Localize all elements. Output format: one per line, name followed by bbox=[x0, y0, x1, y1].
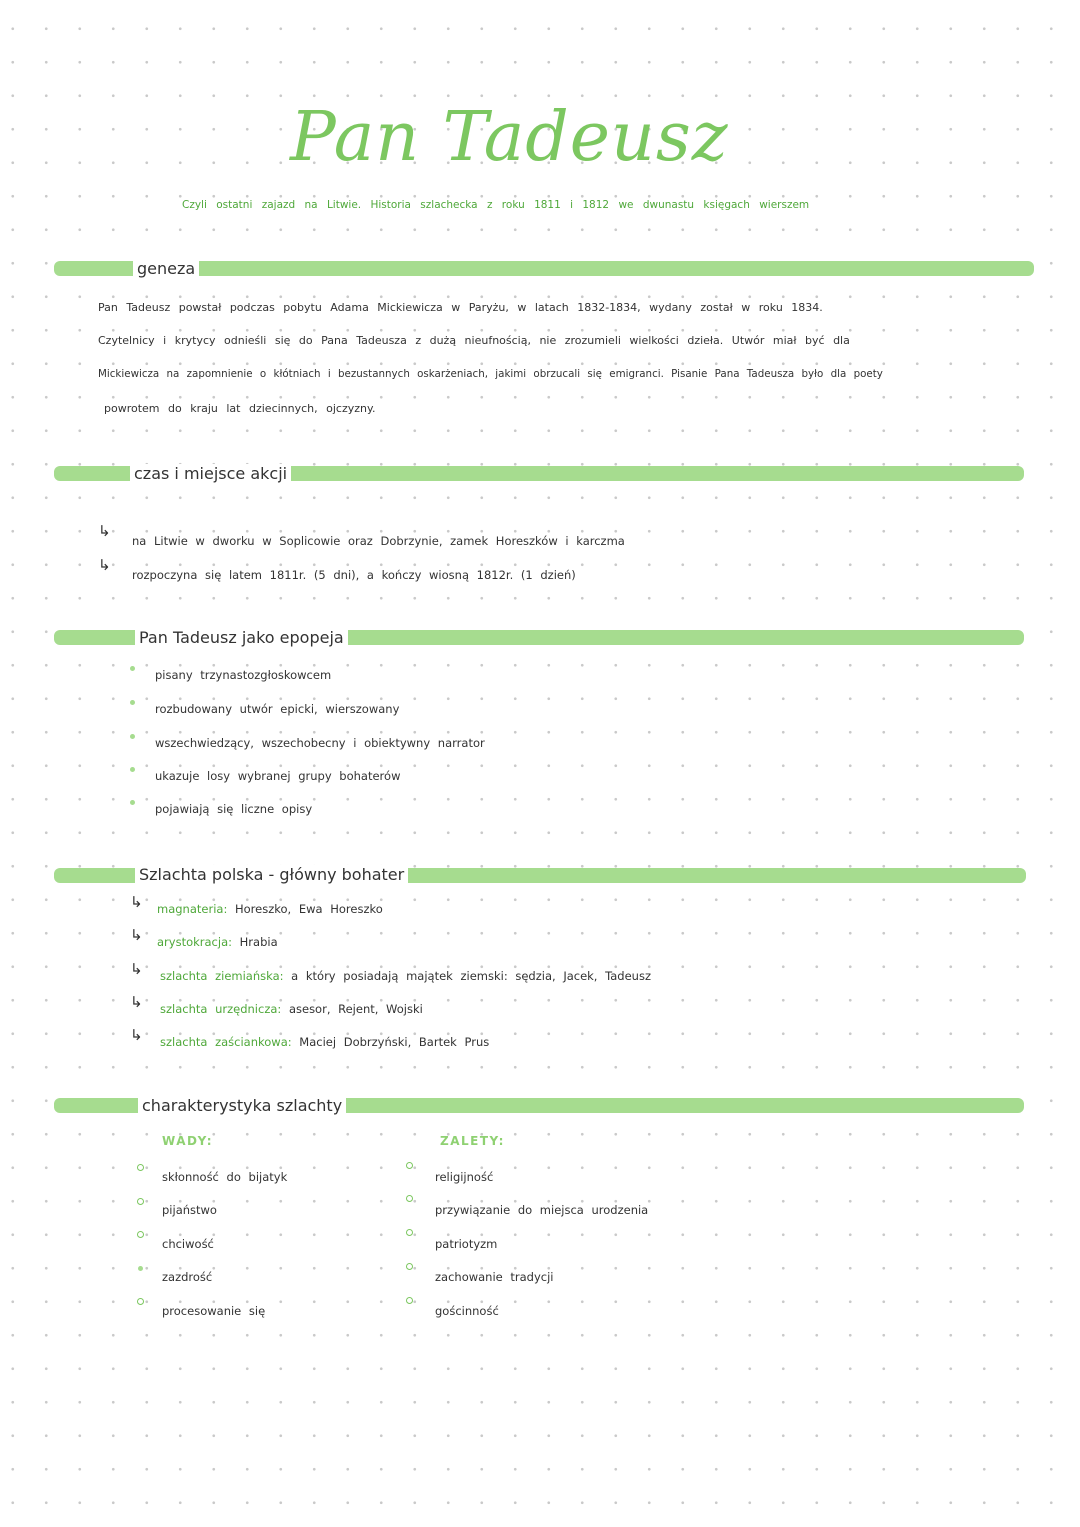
bullet-icon bbox=[137, 1231, 144, 1238]
wada-item: skłonność do bijatyk bbox=[162, 1170, 288, 1184]
item-text: a który posiadają majątek ziemski: sędzia, Jacek, Tadeusz bbox=[291, 969, 651, 983]
arrow-icon: ↳ bbox=[130, 893, 143, 911]
section-heading-epopeja: Pan Tadeusz jako epopeja bbox=[135, 628, 348, 647]
list-item: pojawiają się liczne opisy bbox=[155, 802, 313, 816]
geneza-line: Mickiewicza na zapomnienie o kłótniach i bezustannych oskarżeniach, jakimi obrzucali się emigranci. Pisanie Pana Tadeusza było dla poety bbox=[98, 368, 883, 380]
page-subtitle: Czyli ostatni zajazd na Litwie. Historia szlachecka z roku 1811 i 1812 we dwunastu księgach wierszem bbox=[182, 199, 810, 211]
section-heading-geneza: geneza bbox=[133, 259, 199, 278]
zaleta-item: gościnność bbox=[435, 1304, 499, 1318]
list-item: wszechwiedzący, wszechobecny i obiektywny narrator bbox=[155, 736, 485, 750]
bullet-icon bbox=[137, 1298, 144, 1305]
section-heading-charakterystyka: charakterystyka szlachty bbox=[138, 1096, 346, 1115]
zaleta-item: zachowanie tradycji bbox=[435, 1270, 554, 1284]
list-item: na Litwie w dworku w Soplicowie oraz Dobrzynie, zamek Horeszków i karczma bbox=[132, 534, 625, 548]
bullet-icon bbox=[406, 1162, 413, 1169]
bullet-icon bbox=[406, 1229, 413, 1236]
list-item bbox=[160, 1035, 489, 1049]
arrow-icon: ↳ bbox=[98, 522, 111, 540]
item-text: Horeszko, Ewa Horeszko bbox=[234, 902, 383, 916]
bullet-icon bbox=[137, 1198, 144, 1205]
arrow-icon: ↳ bbox=[98, 556, 111, 574]
zalety-heading: ZALETY: bbox=[440, 1134, 505, 1148]
wada-item: chciwość bbox=[162, 1237, 214, 1251]
bullet-icon bbox=[137, 1164, 144, 1171]
bullet-icon bbox=[130, 700, 135, 705]
bullet-icon bbox=[406, 1297, 413, 1304]
item-label: magnateria: bbox=[157, 902, 228, 916]
list-item bbox=[157, 935, 278, 949]
arrow-icon: ↳ bbox=[130, 960, 143, 978]
section-heading-szlachta: Szlachta polska - główny bohater bbox=[135, 865, 408, 884]
item-text: asesor, Rejent, Wojski bbox=[288, 1002, 423, 1016]
section-band bbox=[54, 261, 1034, 276]
section-heading-czas: czas i miejsce akcji bbox=[130, 464, 291, 483]
wada-item: zazdrość bbox=[162, 1270, 213, 1284]
arrow-icon: ↳ bbox=[130, 993, 143, 1011]
geneza-line: Czytelnicy i krytycy odnieśli się do Pana Tadeusza z dużą nieufnością, nie zrozumieli wielkości dzieła. Utwór miał być dla bbox=[98, 334, 850, 347]
wada-item: procesowanie się bbox=[162, 1304, 266, 1318]
bullet-icon bbox=[130, 767, 135, 772]
item-label: szlachta ziemiańska: bbox=[160, 969, 284, 983]
list-item: pisany trzynastozgłoskowcem bbox=[155, 668, 332, 682]
item-label: szlachta zaściankowa: bbox=[160, 1035, 292, 1049]
item-label: szlachta urzędnicza: bbox=[160, 1002, 282, 1016]
zaleta-item: patriotyzm bbox=[435, 1237, 498, 1251]
item-text: Hrabia bbox=[239, 935, 278, 949]
bullet-icon bbox=[138, 1266, 143, 1271]
list-item bbox=[160, 1002, 423, 1016]
zaleta-item: religijność bbox=[435, 1170, 494, 1184]
geneza-line: powrotem do kraju lat dziecinnych, ojczyzny. bbox=[104, 402, 376, 415]
zaleta-item: przywiązanie do miejsca urodzenia bbox=[435, 1203, 649, 1217]
wady-heading: WADY: bbox=[162, 1134, 214, 1148]
list-item: rozpoczyna się latem 1811r. (5 dni), a kończy wiosną 1812r. (1 dzień) bbox=[132, 568, 576, 582]
bullet-icon bbox=[130, 800, 135, 805]
wada-item: pijaństwo bbox=[162, 1203, 217, 1217]
list-item: rozbudowany utwór epicki, wierszowany bbox=[155, 702, 400, 716]
item-label: arystokracja: bbox=[157, 935, 232, 949]
arrow-icon: ↳ bbox=[130, 1026, 143, 1044]
list-item bbox=[160, 969, 651, 983]
arrow-icon: ↳ bbox=[130, 926, 143, 944]
bullet-icon bbox=[406, 1263, 413, 1270]
page-title: Pan Tadeusz bbox=[290, 98, 729, 177]
bullet-icon bbox=[406, 1195, 413, 1202]
geneza-line: Pan Tadeusz powstał podczas pobytu Adama Mickiewicza w Paryżu, w latach 1832-1834, wydany został w roku 1834. bbox=[98, 301, 823, 314]
list-item bbox=[157, 902, 383, 916]
item-text: Maciej Dobrzyński, Bartek Prus bbox=[299, 1035, 490, 1049]
bullet-icon bbox=[130, 666, 135, 671]
bullet-icon bbox=[130, 734, 135, 739]
list-item: ukazuje losy wybranej grupy bohaterów bbox=[155, 769, 401, 783]
